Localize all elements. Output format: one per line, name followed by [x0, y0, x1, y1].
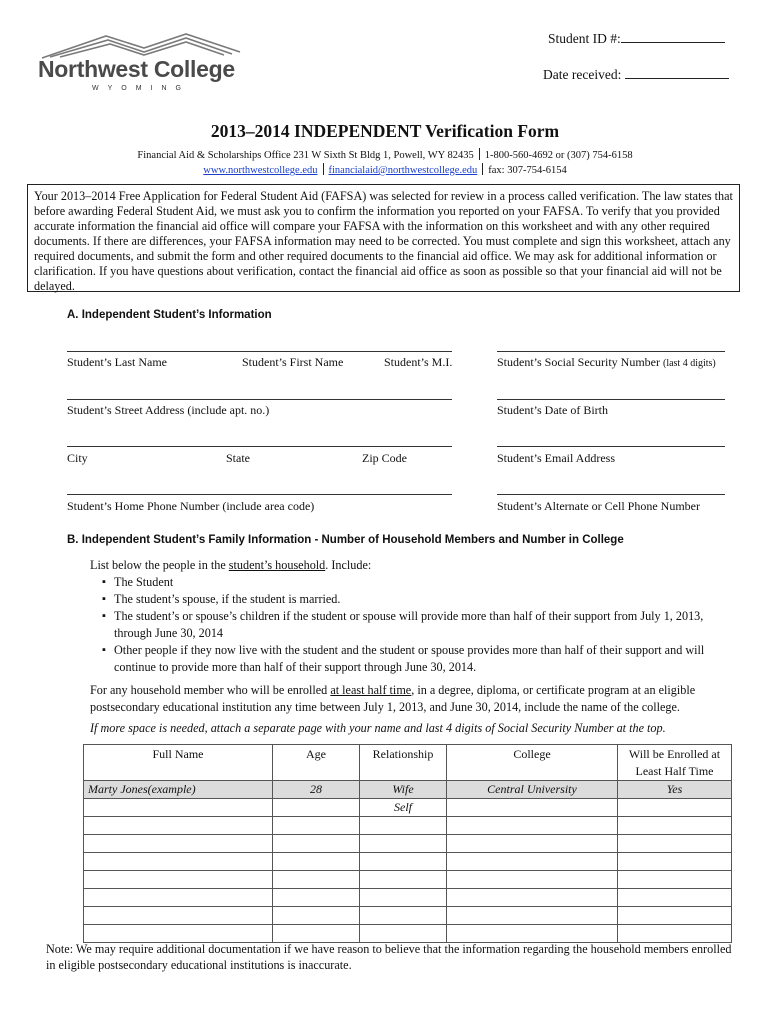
bullet-item: ▪ The student’s spouse, if the student is married. [92, 591, 732, 608]
date-received-label: Date received: [543, 67, 622, 82]
household-intro: List below the people in the student’s household. Include: [90, 558, 372, 572]
home-phone-label: Student’s Home Phone Number (include area code) [67, 499, 315, 513]
cell-phone-label: Student’s Alternate or Cell Phone Number [497, 499, 700, 513]
table-row[interactable] [84, 889, 732, 907]
city-label: City [67, 451, 88, 465]
col-half-time: Will be Enrolled at Least Half Time [618, 745, 732, 781]
table-header-row [84, 745, 732, 781]
table-row-example: Marty Jones(example) 28 Wife Central University Yes [84, 781, 732, 799]
student-id-field [548, 30, 725, 47]
contact-line-2 [0, 163, 770, 176]
bullet-item: ▪ The student’s or spouse’s children if the student or spouse will provide more than half of their support from July 1, 2013, through June 30, 2014 [92, 608, 732, 642]
col-college: College [447, 745, 618, 781]
intro-box [27, 184, 740, 292]
office-phone: 1-800-560-4692 or (307) 754-6158 [484, 150, 633, 161]
email-link[interactable]: financialaid@northwestcollege.edu [328, 165, 478, 176]
street-label: Student’s Street Address (include apt. no.) [67, 403, 270, 417]
form-title: 2013–2014 INDEPENDENT Verification Form [210, 121, 560, 141]
footnote: Note: We may require additional documentation if we have reason to believe that the information regarding the household members enrolled in eligible postsecondary educational institutions is inaccurate. [46, 942, 732, 972]
intro-text: Your 2013–2014 Free Application for Federal Student Aid (FAFSA) was selected for review in a process called verification. The law states that before awarding Federal Student Aid, we must ask you to confirm the information you reported on your FAFSA. To verify that you provided accurate information the financial aid office will compare your FAFSA with the information on this worksheet and with any other required documents. If there are differences, your FAFSA information may need to be corrected. You must complete and sign this worksheet, attach any required documents, and submit the form and other required documents to the financial aid office. We may ask for additional information or clarification. If you have questions about verification, contact the financial aid office as soon as possible so that your financial aid will not be delayed. [34, 189, 733, 293]
last-name-label: Student’s Last Name [67, 355, 167, 369]
table-row[interactable] [84, 871, 732, 889]
table-row-self[interactable]: Self [84, 799, 732, 817]
bullet-item: ▪ Other people if they now live with the student and the student or spouse provides more than half of their support and will continue to provide more than half of their support through June 30, 2014. [92, 642, 732, 676]
ssn-label: Student’s Social Security Number (last 4 digits) [497, 355, 716, 369]
first-name-label: Student’s First Name [242, 355, 344, 369]
space-note: If more space is needed, attach a separate page with your name and last 4 digits of Social Security Number at the top. [90, 721, 666, 735]
section-a-heading: A. Independent Student’s Information [67, 309, 272, 321]
dob-line[interactable] [497, 399, 725, 400]
email-line[interactable] [497, 446, 725, 447]
student-id-line[interactable] [621, 30, 725, 43]
home-phone-line[interactable] [67, 494, 452, 495]
mi-label: Student’s M.I. [384, 355, 453, 369]
student-id-label: Student ID #: [548, 31, 621, 46]
col-full-name: Full Name [84, 745, 273, 781]
office-address: Financial Aid & Scholarships Office 231 W Sixth St Bldg 1, Powell, WY 82435 [137, 150, 474, 161]
table-row[interactable] [84, 853, 732, 871]
website-link[interactable]: www.northwestcollege.edu [203, 165, 318, 176]
household-bullets [92, 574, 732, 676]
table-row[interactable] [84, 835, 732, 853]
dob-label: Student’s Date of Birth [497, 403, 608, 417]
date-received-line[interactable] [625, 66, 729, 79]
state-label: State [226, 451, 250, 465]
college-name: Northwest College [38, 56, 235, 82]
enrolled-paragraph: For any household member who will be enrolled at least half time, in a degree, diploma, or certificate program at an eligible postsecondary educational institution any time between July 1, 2013, and June 30, 2014, include the name of the college. [90, 683, 696, 714]
table-row[interactable] [84, 907, 732, 925]
college-state: WYOMING [92, 85, 190, 92]
contact-line-1 [0, 148, 770, 161]
bullet-item: ▪ The Student [92, 574, 732, 591]
ssn-line[interactable] [497, 351, 725, 352]
col-relationship: Relationship [360, 745, 447, 781]
table-row[interactable] [84, 925, 732, 943]
fax-number: fax: 307-754-6154 [488, 165, 567, 176]
col-age: Age [273, 745, 360, 781]
table-row[interactable] [84, 817, 732, 835]
cell-phone-line[interactable] [497, 494, 725, 495]
city-line[interactable] [67, 446, 452, 447]
household-link-text: student’s household [228, 558, 326, 572]
name-line[interactable] [67, 351, 452, 352]
street-line[interactable] [67, 399, 452, 400]
household-table [83, 744, 732, 943]
zip-label: Zip Code [362, 451, 407, 465]
date-received-field [543, 66, 729, 83]
email-label: Student’s Email Address [497, 451, 615, 465]
section-b-heading: B. Independent Student’s Family Information - Number of Household Members and Number in College [67, 534, 624, 546]
